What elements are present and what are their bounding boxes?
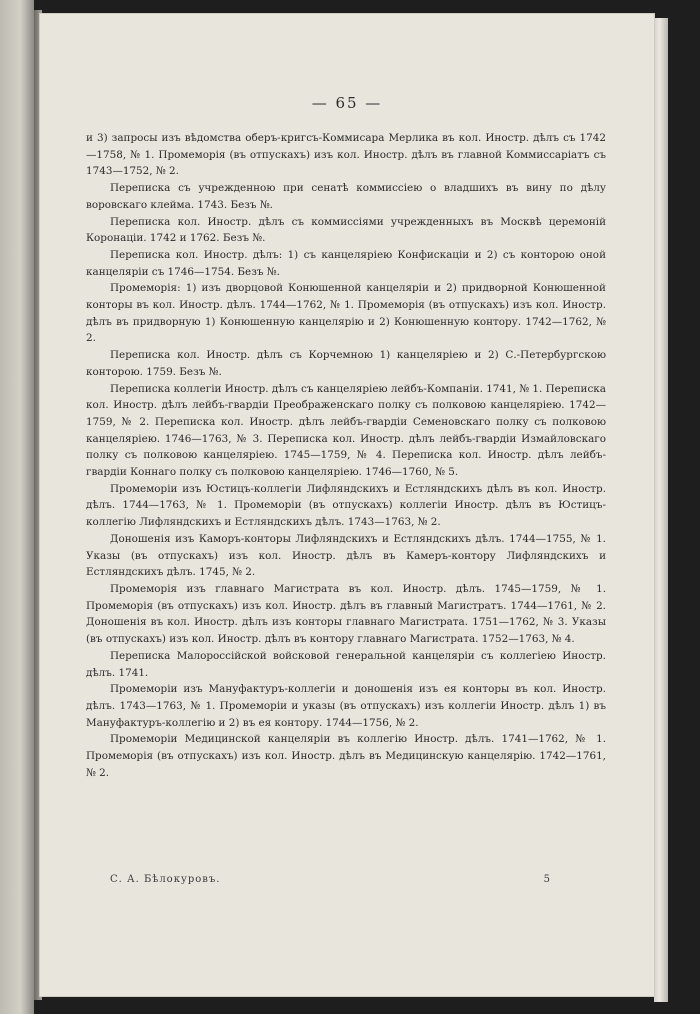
paragraph-11: Переписка Малороссійской войсковой генеральной канцеляріи съ коллегіею Иностр. дѣлъ. 1741. (86, 649, 606, 679)
paragraph-10: Промеморія изъ главнаго Магистрата въ кол. Иностр. дѣлъ. 1745—1759, № 1. Промеморія (въ отпускахъ) изъ кол. Иностр. дѣлъ въ главный Магистратъ. 1744—1761, № 2. Доношенія въ кол. Иностр. дѣлъ изъ конторы главнаго Магистрата. 1751—1762, № 3. Указы (въ отпускахъ) изъ кол. Иностр. дѣлъ въ контору главнаго Магистрата. 1752—1763, № 4. (86, 582, 606, 646)
page-stack-edge (654, 18, 668, 1002)
paragraph-6: Переписка кол. Иностр. дѣлъ съ Корчемною 1) канцеляріею и 2) С.-Петербургскою конторою. 1759. Безъ №. (86, 349, 606, 378)
paragraph-13: Промеморіи Медицинской канцеляріи въ коллегію Иностр. дѣлъ. 1741—1762, № 1. Промеморія (въ отпускахъ) изъ кол. Иностр. дѣлъ въ Медицинскую канцелярію. 1742—1761, № 2. (86, 733, 606, 779)
paragraph-8: Промеморіи изъ Юстицъ-коллегіи Лифляндскихъ и Естляндскихъ дѣлъ въ кол. Иностр. дѣлъ. 1744—1763, № 1. Промеморіи (въ отпускахъ) коллегіи Иностр. дѣлъ въ Юстицъ-коллегію Лифляндскихъ и Естляндскихъ дѣлъ. 1743—1763, № 2. (86, 482, 606, 529)
facing-page-edge (0, 0, 34, 1014)
paragraph-1: и 3) запросы изъ вѣдомства оберъ-кригсъ-Коммисара Мерлика въ кол. Иностр. дѣлъ съ 1742—1758, № 1. Промеморія (въ отпускахъ) изъ кол. Иностр. дѣлъ въ главной Коммиссаріатъ съ 1743—1752, № 2. (86, 132, 606, 178)
paragraph-12: Промеморіи изъ Мануфактуръ-коллегіи и доношенія изъ ея конторы въ кол. Иностр. дѣлъ. 1743—1763, № 1. Промеморіи и указы (въ отпускахъ) изъ коллегіи Иностр. дѣлъ 1) въ Мануфактуръ-коллегію и 2) въ ея контору. 1744—1756, № 2. (86, 683, 606, 729)
book-page (40, 14, 654, 996)
paragraph-9: Доношенія изъ Каморъ-конторы Лифляндскихъ и Естляндскихъ дѣлъ. 1744—1755, № 1. Указы (въ отпускахъ) изъ кол. Иностр. дѣлъ въ Камеръ-контору Лифляндскихъ и Естляндскихъ дѣлъ. 1745, № 2. (86, 532, 606, 579)
paragraph-3: Переписка кол. Иностр. дѣлъ съ коммиссіями учрежденныхъ въ Москвѣ церемоній Коронаціи. 1742 и 1762. Безъ №. (86, 215, 606, 245)
page-body (86, 130, 606, 781)
page-number: — 65 — (311, 94, 383, 112)
paragraph-7: Переписка коллегіи Иностр. дѣлъ съ канцеляріею лейбъ-Компаніи. 1741, № 1. Переписка кол. Иностр. дѣлъ лейбъ-гвардіи Преображенскаго полку съ полковою канцеляріею. 1742—1759, № 2. Переписка кол. Иностр. дѣлъ лейбъ-гвардіи Семеновскаго полку съ полковою канцеляріею. 1746—1763, № 3. Переписка кол. Иностр. дѣлъ лейбъ-гвардіи Измайловскаго полку съ полковою канцеляріею. 1745—1759, № 4. Переписка кол. Иностр. дѣлъ лейбъ-гвардіи Коннаго полку съ полковою канцеляріею. 1746—1760, № 5. (86, 382, 606, 479)
footer-sheet-number: 5 (543, 874, 550, 885)
footer-author: С. А. Бѣлокуровъ. (110, 874, 221, 885)
paragraph-5: Промеморія: 1) изъ дворцовой Конюшенной канцеляріи и 2) придворной Конюшенной конторы въ кол. Иностр. дѣлъ. 1744—1762, № 1. Промеморія (въ отпускахъ) изъ кол. Иностр. дѣлъ въ придворную 1) Конюшенную канцелярію и 2) Конюшенную контору. 1742—1762, № 2. (86, 282, 606, 345)
paragraph-4: Переписка кол. Иностр. дѣлъ: 1) съ канцеляріею Конфискаціи и 2) съ конторою оной канцеляріи съ 1746—1754. Безъ №. (86, 248, 606, 278)
paragraph-2: Переписка съ учрежденною при сенатѣ коммиссіею о владшихъ въ вину по дѣлу воровскаго клейма. 1743. Безъ №. (86, 182, 606, 211)
